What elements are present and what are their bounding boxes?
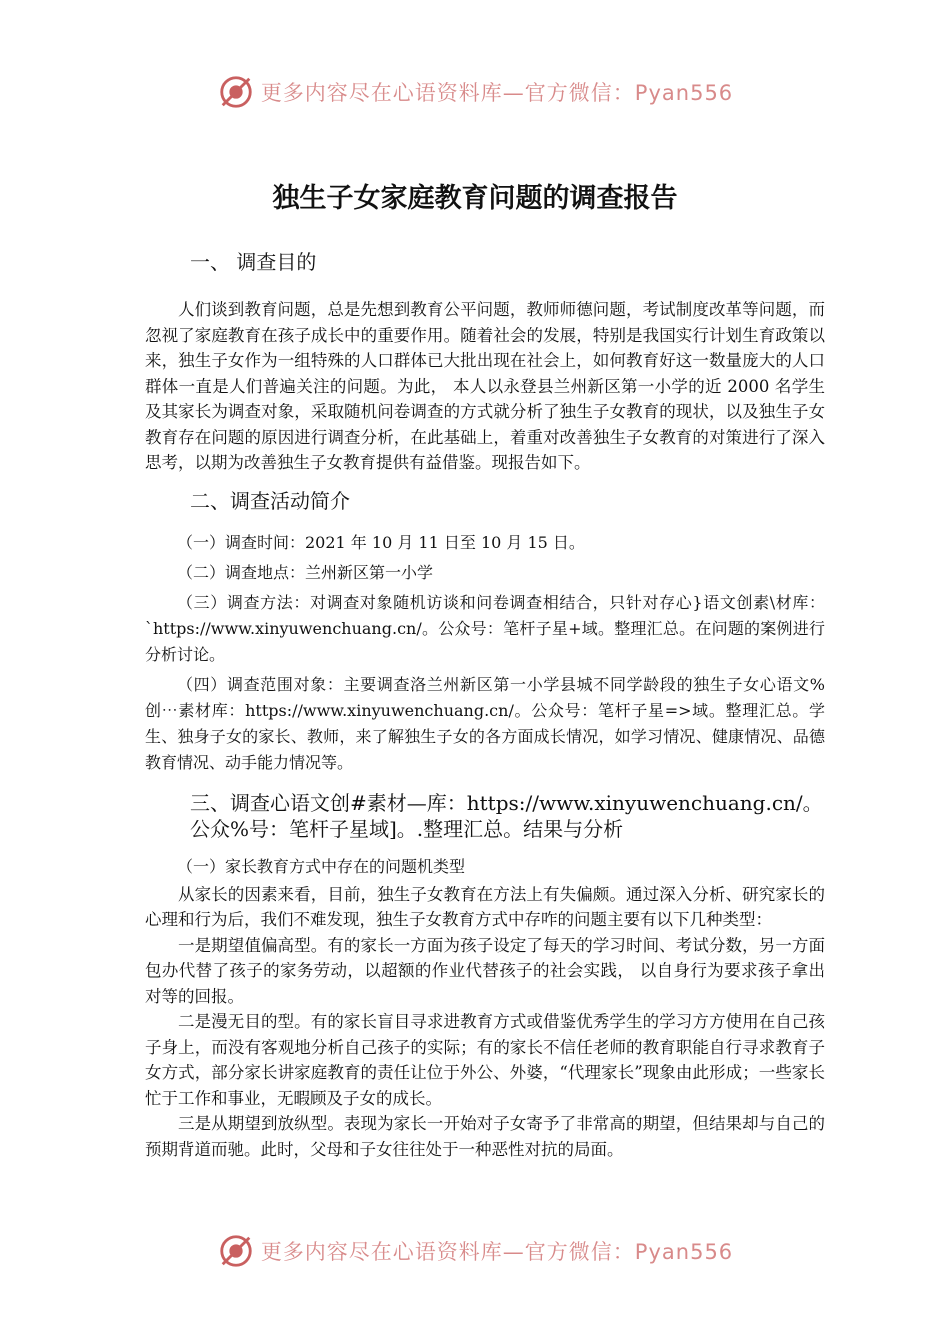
section2-heading: 二、调查活动简介 <box>190 488 350 513</box>
section3-heading: 三、调查心语文创#素材—库：https://www.xinyuwenchuang.cn/。公众%号：笔杆子星域]。.整理汇总。结果与分析 <box>190 790 823 841</box>
section3-paragraph: 从家长的因素来看，目前，独生子女教育在方法上有失偏颇。通过深入分析、研究家长的心理和行为后，我们不难发现，独生子女教育方式中存咋的问题主要有以下几种类型： <box>145 884 825 929</box>
section2-item-time: （一）调查时间：2021 年 10 月 11 日至 10 月 15 日。 <box>177 532 585 552</box>
section3-subheading: （一）家长教育方式中存在的问题机类型 <box>177 856 466 876</box>
section2-item-scope: （四）调查范围对象：主要调查洛兰州新区第一小学县城不同学龄段的独生子女心语文%创⋯素材库：https://www.xinyuwenchuang.cn/。公众号：笔杆子星=>域。整理汇总。学生、独身子女的家长、教师，来了解独生子女的各方面成长情况，如学习情况、健康情况、品德教育情况、动手能力情况等。 <box>145 674 825 772</box>
section3-paragraph: 一是期望值偏高型。有的家长一方面为孩子设定了每天的学习时间、考试分数，另一方面包办代替了孩子的家务劳动，以超额的作业代替孩子的社会实践， 以自身行为要求孩子拿出对等的回报。 <box>145 935 825 1006</box>
section1-heading: 一、 调查目的 <box>190 250 317 274</box>
logo-icon <box>217 73 255 111</box>
watermark-text: 更多内容尽在心语资料库—官方微信：Pyan556 <box>260 1240 734 1264</box>
document-body <box>145 245 825 1162</box>
watermark-header <box>0 70 950 114</box>
section3-paragraph: 二是漫无目的型。有的家长盲目寻求进教育方式或借鉴优秀学生的学习方方使用在自己孩子身上，而没有客观地分析自己孩子的实际；有的家长不信任老师的教育职能自行寻求教育子女方式，部分家长讲家庭教育的责任让位于外公、外婆，“代理家长”现象由此形成；一些家长忙于工作和事业，无暇顾及子女的成长。 <box>145 1012 825 1108</box>
section3-paragraph: 三是从期望到放纵型。表现为家长一开始对子女寄予了非常高的期望，但结果却与自己的预期背道而驰。此时，父母和子女往往处于一种恶性对抗的局面。 <box>145 1114 825 1159</box>
section1-paragraph: 人们谈到教育问题，总是先想到教育公平问题，教师师德问题，考试制度改革等问题，而忽视了家庭教育在孩子成长中的重要作用。随着社会的发展，特别是我国实行计划生育政策以来，独生子女作为一组特殊的人口群体已大批出现在社会上，如何教育好这一数量庞大的人口群体一直是人们普遍关注的问题。为此， 本人以永登县兰州新区第一小学的近 2000 名学生及其家长为调查对象，采取随机问卷调查的方式就分析了独生子女教育的现状，以及独生子女教育存在问题的原因进行调查分析，在此基础上，着重对改善独生子女教育的对策进行了深入思考，以期为改善独生子女教育提供有益借鉴。现报告如下。 <box>145 300 825 472</box>
page-title: 独生子女家庭教育问题的调查报告 <box>272 183 678 214</box>
watermark-footer <box>0 1229 950 1273</box>
section2-item-method: （三）调查方法：对调查对象随机访谈和问卷调查相结合，只针对存心}语文创素\材库：`https://www.xinyuwenchuang.cn/。公众号：笔杆子星+域。整理汇总。在问题的案例进行分析讨论。 <box>145 592 825 664</box>
watermark-text: 更多内容尽在心语资料库—官方微信：Pyan556 <box>260 81 734 105</box>
logo-icon <box>217 1232 255 1270</box>
section2-item-place: （二）调查地点：兰州新区第一小学 <box>177 562 434 582</box>
